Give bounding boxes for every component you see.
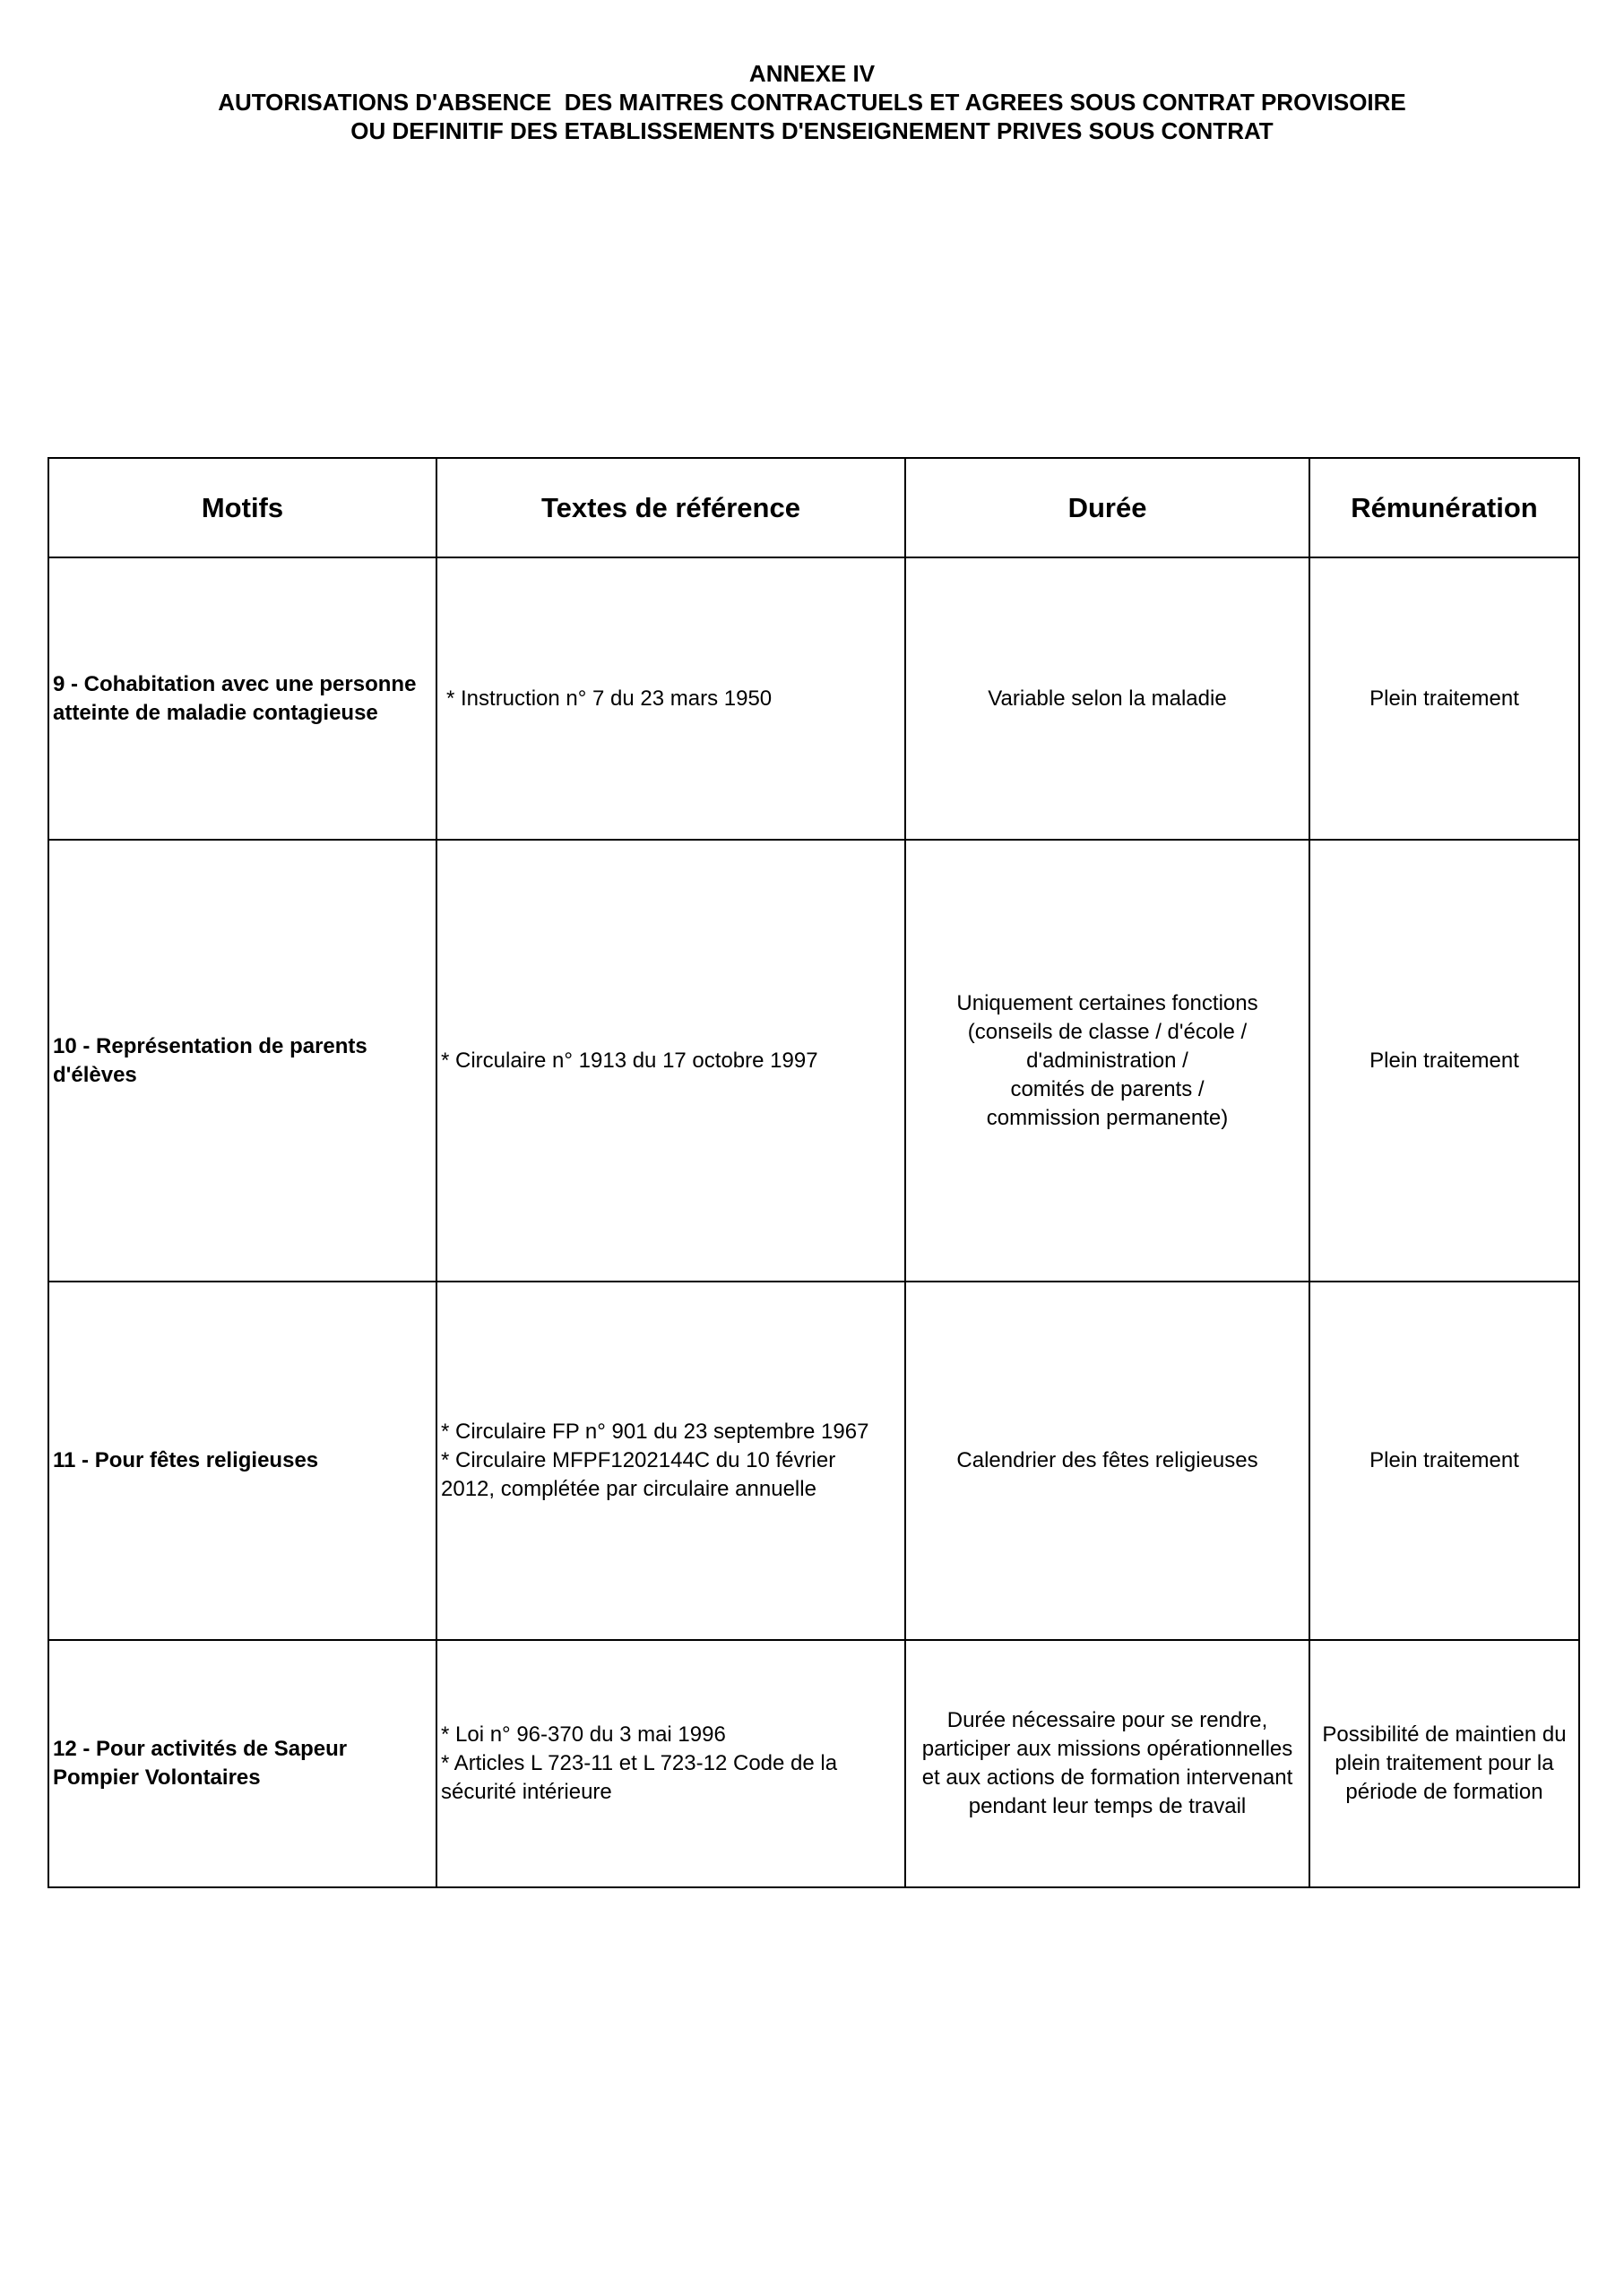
reference-cell: * Circulaire FP n° 901 du 23 septembre 1967 * Circulaire MFPF1202144C du 10 février 2012, complétée par circulaire annuelle [436,1282,905,1640]
table-header-row [48,458,1579,557]
reference-cell: * Loi n° 96-370 du 3 mai 1996 * Articles L 723-11 et L 723-12 Code de la sécurité intérieure [436,1640,905,1887]
column-header-remuneration: Rémunération [1309,458,1579,557]
duree-cell: Durée nécessaire pour se rendre, participer aux missions opérationnelles et aux actions de formation intervenant pendant leur temps de travail [905,1640,1309,1887]
table-row [48,840,1579,1282]
column-header-motifs: Motifs [48,458,436,557]
column-header-references: Textes de référence [436,458,905,557]
absence-table [48,457,1580,1888]
remuneration-cell: Plein traitement [1309,840,1579,1282]
document-title [0,59,1624,145]
remuneration-cell: Plein traitement [1309,1282,1579,1640]
title-annex: ANNEXE IV [748,60,876,87]
motif-cell: 9 - Cohabitation avec une personne atteinte de maladie contagieuse [48,557,436,840]
table-row [48,1282,1579,1640]
motif-cell: 12 - Pour activités de Sapeur Pompier Volontaires [48,1640,436,1887]
title-line-2: AUTORISATIONS D'ABSENCE DES MAITRES CONTRACTUELS ET AGREES SOUS CONTRAT PROVISOIRE [218,89,1406,116]
motif-cell: 10 - Représentation de parents d'élèves [48,840,436,1282]
remuneration-cell: Possibilité de maintien du plein traitement pour la période de formation [1309,1640,1579,1887]
column-header-duree: Durée [905,458,1309,557]
duree-cell: Calendrier des fêtes religieuses [905,1282,1309,1640]
remuneration-cell: Plein traitement [1309,557,1579,840]
reference-cell: * Circulaire n° 1913 du 17 octobre 1997 [436,840,905,1282]
reference-cell: * Instruction n° 7 du 23 mars 1950 [436,557,905,840]
title-line-3: OU DEFINITIF DES ETABLISSEMENTS D'ENSEIGNEMENT PRIVES SOUS CONTRAT [350,117,1274,144]
table-row [48,557,1579,840]
duree-cell: Uniquement certaines fonctions (conseils de classe / d'école / d'administration / comités de parents / commission permanente) [905,840,1309,1282]
table-row [48,1640,1579,1887]
motif-cell: 11 - Pour fêtes religieuses [48,1282,436,1640]
duree-cell: Variable selon la maladie [905,557,1309,840]
